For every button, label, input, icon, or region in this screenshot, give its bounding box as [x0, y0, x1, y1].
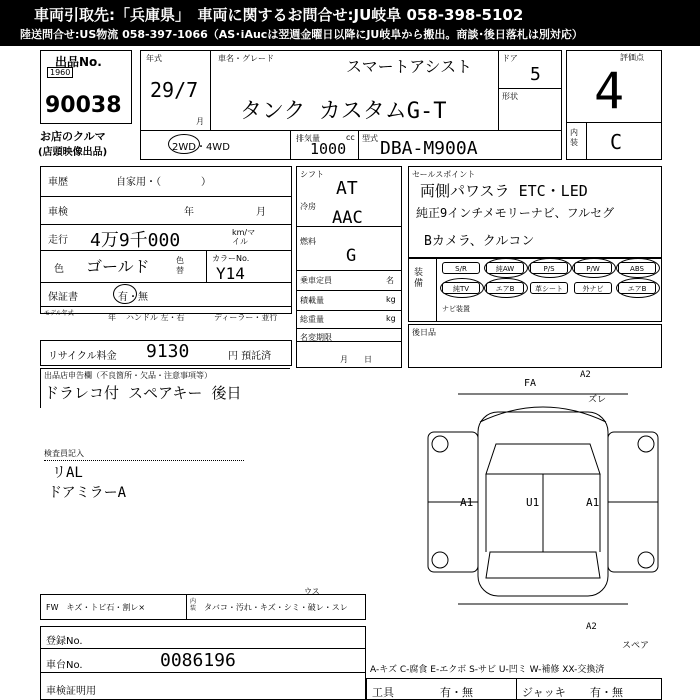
navi-label: ナビ装置 [442, 305, 470, 313]
weight-label: 総重量 [300, 315, 324, 324]
lot-label: 出品No. [55, 55, 102, 69]
warranty-label: 保証書 [48, 292, 78, 303]
car-rear-window [486, 552, 600, 578]
tools-label: 工具 [372, 686, 394, 699]
fuel-label: 燃料 [300, 237, 316, 246]
diag-center: U1 [526, 496, 540, 509]
diag-left: A1 [460, 496, 474, 509]
history-value: 自家用・（ ） [116, 177, 211, 188]
model-label: 型式 [362, 134, 378, 143]
equip-abs: ABS [618, 262, 656, 274]
afterdays-box [408, 324, 662, 368]
chassis-value: 0086196 [160, 650, 236, 671]
inspector-line2: ドアミラーA [48, 485, 127, 501]
interior-label: 内装 [570, 128, 578, 147]
disp-label: 排気量 [296, 134, 320, 143]
inspect-month: 月 [256, 207, 266, 218]
wheel-rl-icon [432, 552, 448, 568]
mileage-unit: km/マイル [232, 228, 256, 246]
equip-pw: P/W [574, 262, 612, 274]
year-label: 年式 [146, 54, 162, 63]
equip-navi: 外ナビ [574, 282, 612, 294]
year-unit: 月 [196, 117, 204, 126]
jack-value: 有・無 [590, 686, 623, 699]
damage-legend: A-キズ C-腐食 E-エクボ S-サビ U-凹ミ W-補修 XX-交換済 [370, 665, 605, 675]
history-label: 車歴 [48, 177, 68, 188]
interior-value: C [610, 130, 623, 154]
score-value: 4 [594, 62, 625, 120]
wheel-fl-icon [432, 436, 448, 452]
color-no-value: Y14 [216, 264, 245, 283]
shape-label: 形状 [502, 92, 518, 101]
recycle-value: 9130 [146, 341, 190, 362]
drive-circle [168, 134, 200, 154]
capacity-unit: 名 [386, 276, 394, 285]
header-line2: 陸送問合せ:US物流 058-397-1066（AS･iAucは翌週金曜日以降にJU岐阜から搬出。商談･後日落札は別対応） [20, 28, 583, 41]
door-label: ドア [502, 54, 518, 63]
fuel-value: G [346, 246, 357, 266]
equip-ps: P/S [530, 262, 568, 274]
fw-label: FW キズ・トビ石・割レ× [46, 603, 146, 612]
disp-value: 1000 [310, 140, 347, 158]
wheel-rr-icon [638, 552, 654, 568]
shop-label: お店のクルマ [40, 130, 106, 143]
mileage-label: 走行 [48, 235, 68, 246]
shop-sub: (店頭映像出品) [38, 147, 108, 158]
jack-label: ジャッキ [522, 686, 566, 699]
afterdays-label: 後日品 [412, 328, 436, 337]
year-value: 29/7 [150, 78, 199, 102]
disp-cc: cc [346, 133, 355, 142]
inspector-line1: リAL [52, 465, 83, 481]
diag-front: FA [524, 378, 537, 389]
diag-right: A1 [586, 496, 600, 509]
diag-rear: A2 [586, 622, 597, 632]
drive-value: 2WD・4WD [172, 142, 230, 153]
fw-interior-value: タバコ・汚れ・キズ・シミ・破レ・スレ [204, 603, 348, 612]
header-bar [0, 0, 700, 46]
shift-value: AT [336, 178, 358, 199]
equip-sr: S/R [442, 262, 480, 274]
sales-line2: 純正9インチメモリーナビ、フルセグ [416, 206, 615, 220]
dealer-label: ディーラー・並行 [214, 313, 278, 322]
ac-value: AAC [332, 208, 363, 228]
color-no-label: カラーNo. [212, 254, 250, 263]
score-label: 評価点 [620, 53, 644, 62]
notes-text: ドラレコ付 スペアキー 後日 [44, 384, 242, 402]
equip-tv: 純TV [442, 282, 480, 294]
recycle-unit: 円 預託済 [228, 351, 272, 362]
sales-line1: 両側パワスラ ETC・LED [420, 182, 588, 200]
diag-a2: A2 [580, 370, 591, 380]
sales-line3: Bカメラ、クルコン [424, 234, 535, 249]
diag-spare: スペア [622, 641, 650, 651]
fw-mark: ウス [304, 587, 320, 596]
fw-interior-label: 内装 [190, 598, 197, 612]
equip-label: 装備 [414, 268, 424, 289]
door-value: 5 [530, 64, 541, 85]
model-value: DBA-M900A [380, 138, 478, 159]
capacity-label: 乗車定員 [300, 276, 332, 285]
notes-title: 出品店申告欄（不良箇所・欠品・注意事項等） [44, 371, 212, 380]
color-value: ゴールド [86, 257, 150, 276]
lot-number: 90038 [45, 93, 122, 118]
change-label: 名変期限 [300, 333, 332, 342]
lot-sub: 1960 [47, 67, 73, 78]
ac-label: 冷房 [300, 202, 316, 211]
equip-airb: エアB [486, 282, 524, 294]
diag-zu: ズレ [588, 395, 607, 405]
equip-airb2: エアB [618, 282, 656, 294]
name-label: 車名・グレード [218, 54, 274, 63]
car-diagram [418, 382, 668, 612]
load-unit: kg [386, 295, 396, 304]
inspect-year: 年 [184, 207, 194, 218]
shift-label: シフト [300, 170, 324, 179]
grade-value: スマートアシスト [346, 57, 473, 76]
lot-box [40, 50, 132, 124]
color-change: 色替 [176, 256, 184, 275]
warranty-circle [113, 284, 137, 304]
chassis-label: 車台No. [46, 660, 83, 671]
recycle-label: リサイクル料金 [48, 351, 117, 362]
inspector-title: 検査員記入 [44, 449, 84, 458]
model-year-unit: 年 [108, 313, 116, 322]
change-unit: 月 日 [340, 355, 372, 364]
tools-value: 有・無 [440, 686, 473, 699]
reg-label: 登録No. [46, 636, 83, 647]
equip-aw: 純AW [486, 262, 524, 274]
car-hood [480, 407, 606, 422]
wheel-fr-icon [638, 436, 654, 452]
car-name-value: タンク カスタムG-T [240, 99, 447, 124]
weight-unit: kg [386, 314, 396, 323]
sales-label: セールスポイント [412, 170, 476, 179]
inspect-label: 車検 [48, 207, 68, 218]
handle-label: ハンドル 左・右 [126, 313, 185, 322]
header-line1: 車両引取先:「兵庫県」 車両に関するお問合せ:JU岐阜 058-398-5102 [34, 6, 524, 24]
mileage-value: 4万9千000 [90, 230, 181, 251]
load-label: 積載量 [300, 296, 324, 305]
color-label: 色 [54, 264, 64, 275]
cert-label: 車検証明用 [46, 686, 96, 697]
model-year-label: モデル年式 [44, 310, 74, 317]
car-windshield [486, 444, 600, 474]
warranty-value: 有・無 [118, 292, 148, 303]
equip-leather: 革シート [530, 282, 568, 294]
